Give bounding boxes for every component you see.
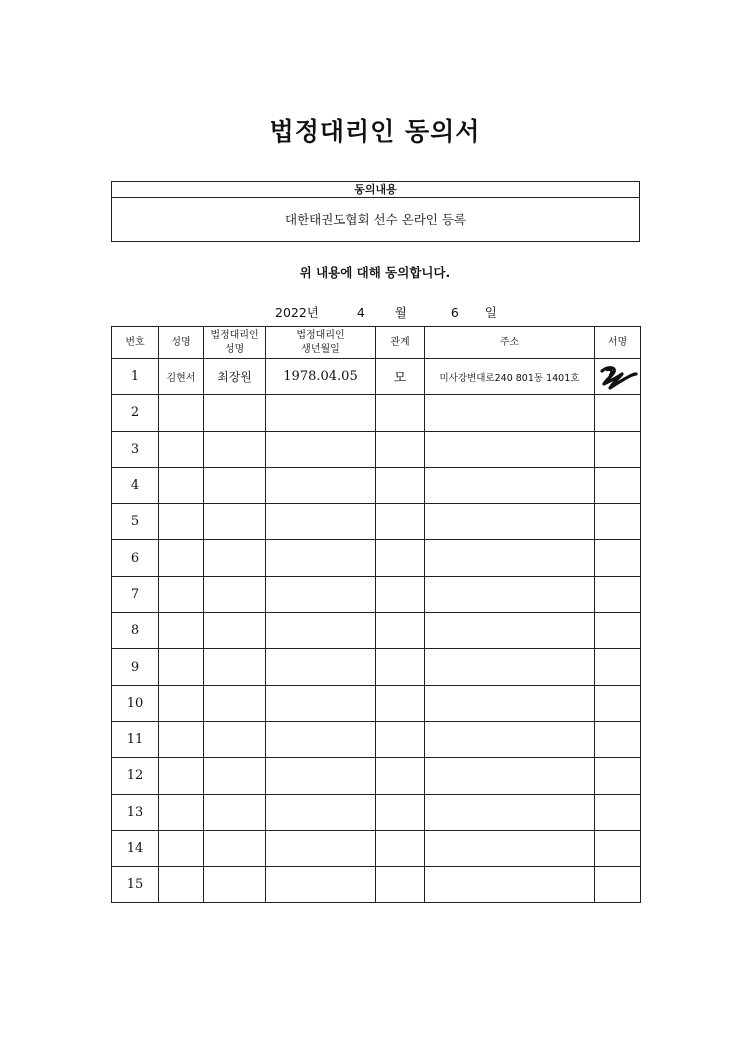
header-rep-name-line1: 법정대리인 bbox=[210, 329, 259, 341]
table-row bbox=[112, 685, 641, 721]
cell-rep-birth bbox=[266, 830, 376, 866]
cell-rep-name bbox=[204, 576, 266, 612]
cell-rep-name bbox=[204, 467, 266, 503]
document-date bbox=[275, 303, 497, 321]
cell-signature bbox=[595, 867, 641, 903]
cell-rep-birth bbox=[266, 467, 376, 503]
roster-body bbox=[112, 359, 641, 903]
cell-name bbox=[159, 504, 204, 540]
cell-num: 3 bbox=[112, 431, 159, 467]
cell-signature bbox=[595, 431, 641, 467]
cell-num: 11 bbox=[112, 721, 159, 757]
table-row bbox=[112, 431, 641, 467]
cell-signature bbox=[595, 649, 641, 685]
cell-address bbox=[425, 758, 595, 794]
cell-address bbox=[425, 431, 595, 467]
cell-name bbox=[159, 721, 204, 757]
cell-signature bbox=[595, 504, 641, 540]
cell-rep-name bbox=[204, 431, 266, 467]
table-row bbox=[112, 721, 641, 757]
cell-rep-birth bbox=[266, 504, 376, 540]
header-rep-birth-line2: 생년월일 bbox=[301, 343, 340, 355]
cell-relation bbox=[376, 540, 425, 576]
cell-address bbox=[425, 395, 595, 431]
cell-rep-birth bbox=[266, 395, 376, 431]
cell-num: 7 bbox=[112, 576, 159, 612]
cell-address: 미사강변대로240 801동 1401호 bbox=[425, 359, 595, 395]
table-row bbox=[112, 613, 641, 649]
roster-table bbox=[111, 326, 641, 903]
cell-signature bbox=[595, 576, 641, 612]
cell-address bbox=[425, 794, 595, 830]
cell-signature bbox=[595, 685, 641, 721]
cell-signature bbox=[595, 794, 641, 830]
cell-relation bbox=[376, 685, 425, 721]
document-title: 법정대리인 동의서 bbox=[269, 117, 481, 146]
cell-relation bbox=[376, 758, 425, 794]
cell-rep-birth bbox=[266, 794, 376, 830]
cell-address bbox=[425, 830, 595, 866]
cell-rep-birth bbox=[266, 576, 376, 612]
cell-name bbox=[159, 830, 204, 866]
cell-name bbox=[159, 467, 204, 503]
cell-signature bbox=[595, 758, 641, 794]
table-row bbox=[112, 359, 641, 395]
table-header-row bbox=[112, 327, 641, 359]
cell-relation bbox=[376, 504, 425, 540]
table-row bbox=[112, 576, 641, 612]
agree-statement: 위 내용에 대해 동의합니다. bbox=[299, 265, 451, 280]
cell-num: 2 bbox=[112, 395, 159, 431]
date-day-value: 6 bbox=[450, 305, 459, 320]
cell-rep-birth bbox=[266, 758, 376, 794]
table-row bbox=[112, 467, 641, 503]
cell-rep-birth bbox=[266, 685, 376, 721]
cell-name bbox=[159, 540, 204, 576]
cell-rep-name: 최장원 bbox=[204, 359, 266, 395]
cell-address bbox=[425, 576, 595, 612]
cell-name bbox=[159, 685, 204, 721]
table-row bbox=[112, 395, 641, 431]
cell-rep-name bbox=[204, 830, 266, 866]
consent-body: 대한태권도협회 선수 온라인 등록 bbox=[285, 212, 466, 227]
cell-signature bbox=[595, 613, 641, 649]
cell-signature bbox=[595, 830, 641, 866]
cell-address bbox=[425, 613, 595, 649]
cell-address bbox=[425, 721, 595, 757]
cell-address bbox=[425, 649, 595, 685]
date-day-label: 일 bbox=[484, 305, 497, 320]
header-rep-birth-line1: 법정대리인 bbox=[296, 329, 345, 341]
cell-address bbox=[425, 467, 595, 503]
cell-name bbox=[159, 576, 204, 612]
cell-relation bbox=[376, 395, 425, 431]
cell-num: 13 bbox=[112, 794, 159, 830]
cell-name bbox=[159, 431, 204, 467]
cell-rep-name bbox=[204, 540, 266, 576]
cell-signature bbox=[595, 359, 641, 395]
header-address: 주소 bbox=[425, 327, 595, 359]
cell-num: 15 bbox=[112, 867, 159, 903]
cell-num: 5 bbox=[112, 504, 159, 540]
cell-rep-name bbox=[204, 613, 266, 649]
header-num: 번호 bbox=[112, 327, 159, 359]
table-row bbox=[112, 867, 641, 903]
date-month-label: 월 bbox=[394, 305, 407, 320]
cell-relation bbox=[376, 830, 425, 866]
cell-num: 12 bbox=[112, 758, 159, 794]
cell-rep-birth bbox=[266, 649, 376, 685]
cell-rep-name bbox=[204, 395, 266, 431]
cell-relation bbox=[376, 576, 425, 612]
cell-signature bbox=[595, 467, 641, 503]
header-rep-name-line2: 성명 bbox=[224, 343, 245, 355]
cell-name: 김현서 bbox=[159, 359, 204, 395]
cell-relation bbox=[376, 794, 425, 830]
consent-header: 동의내용 bbox=[112, 182, 639, 198]
table-row bbox=[112, 830, 641, 866]
date-year: 2022년 bbox=[275, 305, 319, 320]
cell-relation bbox=[376, 721, 425, 757]
cell-num: 9 bbox=[112, 649, 159, 685]
header-rep-birth bbox=[266, 327, 376, 359]
table-row bbox=[112, 794, 641, 830]
header-name: 성명 bbox=[159, 327, 204, 359]
cell-relation: 모 bbox=[376, 359, 425, 395]
cell-rep-name bbox=[204, 504, 266, 540]
cell-num: 4 bbox=[112, 467, 159, 503]
cell-num: 8 bbox=[112, 613, 159, 649]
cell-signature bbox=[595, 540, 641, 576]
cell-rep-birth bbox=[266, 613, 376, 649]
cell-num: 1 bbox=[112, 359, 159, 395]
cell-name bbox=[159, 758, 204, 794]
table-row bbox=[112, 649, 641, 685]
cell-relation bbox=[376, 431, 425, 467]
table-row bbox=[112, 540, 641, 576]
cell-num: 14 bbox=[112, 830, 159, 866]
cell-rep-name bbox=[204, 794, 266, 830]
cell-rep-birth bbox=[266, 431, 376, 467]
cell-rep-name bbox=[204, 758, 266, 794]
cell-address bbox=[425, 504, 595, 540]
cell-address bbox=[425, 540, 595, 576]
cell-rep-birth: 1978.04.05 bbox=[266, 359, 376, 395]
cell-name bbox=[159, 794, 204, 830]
table-row bbox=[112, 504, 641, 540]
table-row bbox=[112, 758, 641, 794]
header-signature: 서명 bbox=[595, 327, 641, 359]
cell-name bbox=[159, 867, 204, 903]
header-rep-name bbox=[204, 327, 266, 359]
cell-name bbox=[159, 613, 204, 649]
cell-rep-name bbox=[204, 685, 266, 721]
cell-relation bbox=[376, 613, 425, 649]
cell-address bbox=[425, 867, 595, 903]
cell-rep-name bbox=[204, 649, 266, 685]
cell-rep-name bbox=[204, 867, 266, 903]
cell-name bbox=[159, 649, 204, 685]
cell-name bbox=[159, 395, 204, 431]
cell-relation bbox=[376, 649, 425, 685]
cell-relation bbox=[376, 867, 425, 903]
cell-address bbox=[425, 685, 595, 721]
consent-box bbox=[111, 181, 640, 242]
cell-rep-birth bbox=[266, 867, 376, 903]
cell-signature bbox=[595, 721, 641, 757]
cell-num: 10 bbox=[112, 685, 159, 721]
cell-signature bbox=[595, 395, 641, 431]
header-relation: 관계 bbox=[376, 327, 425, 359]
cell-num: 6 bbox=[112, 540, 159, 576]
cell-rep-birth bbox=[266, 540, 376, 576]
cell-relation bbox=[376, 467, 425, 503]
cell-rep-name bbox=[204, 721, 266, 757]
cell-rep-birth bbox=[266, 721, 376, 757]
date-month-value: 4 bbox=[356, 305, 365, 320]
signature-image bbox=[598, 362, 638, 392]
